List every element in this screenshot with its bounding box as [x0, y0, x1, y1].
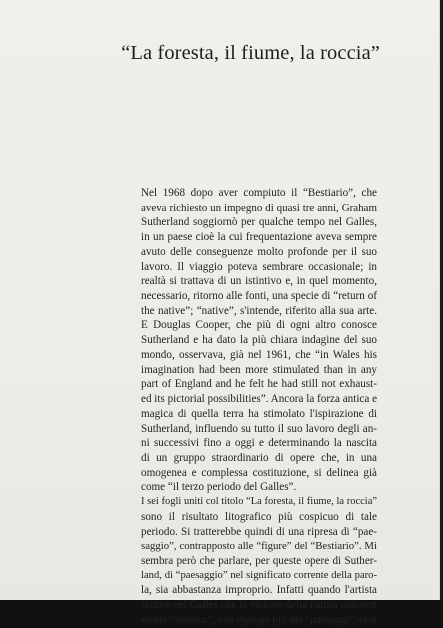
text-line: part of England and he felt he had still not exhaust-	[141, 378, 377, 391]
text-line: ni successivi fino a oggi e determinando la nascita	[141, 437, 377, 450]
text-line: ed its pictorial possibilities”. Ancora la forza antica e	[141, 393, 378, 406]
text-line: magica di quella terra ha stimolato l'ispirazione di	[141, 407, 377, 420]
text-line: the native”; “native”, s'intende, riferito alla sua arte.	[141, 304, 377, 317]
body-text	[141, 186, 377, 628]
text-line: omogenea e complessa costituzione, si delinea già	[141, 466, 377, 479]
text-line: sembra però che parlare, per queste opere di Suther-	[141, 554, 377, 567]
text-line: avuto delle conseguenze molto profonde per il suo	[141, 245, 377, 258]
text-line: necessario, ritorno alle fonti, una specie di “return of	[141, 290, 377, 303]
text-line: Sutherland e ha dato la più chiara indagine del suo	[141, 334, 377, 347]
text-line: essere “scenica”, non dipinge più dei “paesaggi”, cioè	[141, 613, 377, 626]
text-line: land, di “paesaggio” nel significato corrente della paro-	[141, 569, 377, 581]
text-line: saggio”, contrapposto alle “figure” del “Bestiario”. Mi	[141, 540, 377, 553]
text-line: Nel 1968 dopo aver compiuto il “Bestiario”, che	[141, 187, 377, 199]
text-line: E Douglas Cooper, che più di ogni altro conosce	[141, 319, 377, 332]
text-line: la, sia abbastanza improprio. Infatti quando l'artista	[141, 584, 377, 597]
text-line: lavoro. Il viaggio poteva sembrare occasionale; in	[141, 260, 377, 273]
text-line: di un gruppo straordinario di opere che, in una	[141, 451, 377, 464]
text-line: Sutherland soggiornò per qualche tempo nel Galles,	[141, 216, 377, 229]
text-line: I sei fogli uniti col titolo “La foresta, il fiume, la roccia”	[141, 496, 377, 508]
text-line: mondo, osservava, già nel 1961, che “in Wales his	[141, 348, 377, 361]
text-line: in un paese cioè la cui frequentazione aveva sempre	[141, 231, 377, 244]
text-line: imagination had been more stimulated than in any	[141, 363, 377, 376]
text-line: periodo. Si tratterebbe quindi di una ripresa di “pae-	[141, 525, 377, 538]
text-line: aveva richiesto un impegno di quasi tre anni, Graham	[141, 201, 377, 214]
text-line: scopre nel Galles che la visione della natura può non	[141, 599, 377, 612]
text-line: sono il risultato litografico più cospicuo di tale	[141, 510, 377, 523]
text-line: realtà si trattava di un istintivo e, in quel momento,	[141, 275, 377, 288]
text-line: Sutherland, influendo su tutto il suo lavoro degli an-	[141, 422, 377, 435]
page-title: “La foresta, il fiume, la roccia”	[121, 42, 380, 64]
text-line: come “il terzo periodo del Galles”.	[141, 481, 297, 494]
